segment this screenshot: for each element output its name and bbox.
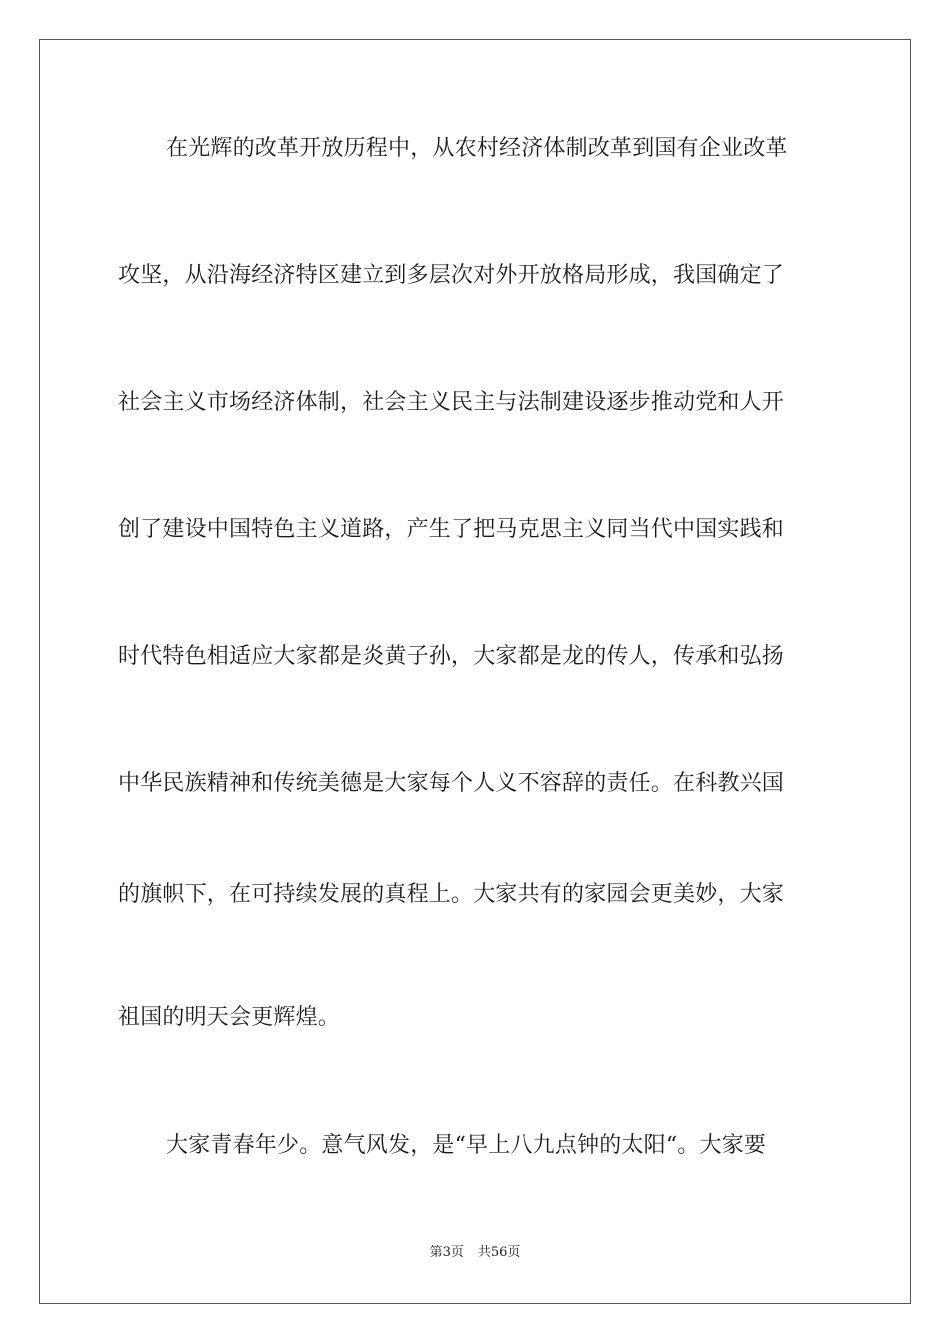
paragraph-line: 大家青春年少。意气风发，是“早上八九点钟的太阳“。大家要 bbox=[166, 1133, 767, 1158]
page-footer bbox=[0, 1244, 950, 1262]
paragraph-line: 时代特色相适应大家都是炎黄子孙，大家都是龙的传人，传承和弘扬 bbox=[118, 644, 785, 669]
paragraph-line: 在光辉的改革开放历程中，从农村经济体制改革到国有企业改革 bbox=[166, 136, 788, 161]
paragraph-line: 中华民族精神和传统美德是大家每个人义不容辞的责任。在科教兴国 bbox=[118, 771, 785, 796]
page-number: 第3页 bbox=[429, 1245, 464, 1260]
paragraph-line: 社会主义市场经济体制，社会主义民主与法制建设逐步推动党和人开 bbox=[118, 390, 785, 415]
paragraph-line: 祖国的明天会更辉煌。 bbox=[118, 1005, 341, 1030]
paragraph-line: 的旗帜下，在可持续发展的真程上。大家共有的家园会更美妙，大家 bbox=[118, 882, 785, 907]
paragraph-line: 攻坚，从沿海经济特区建立到多层次对外开放格局形成，我国确定了 bbox=[118, 263, 785, 288]
page-total: 共56页 bbox=[477, 1245, 521, 1260]
paragraph-line: 创了建设中国特色主义道路，产生了把马克思主义同当代中国实践和 bbox=[118, 517, 785, 542]
